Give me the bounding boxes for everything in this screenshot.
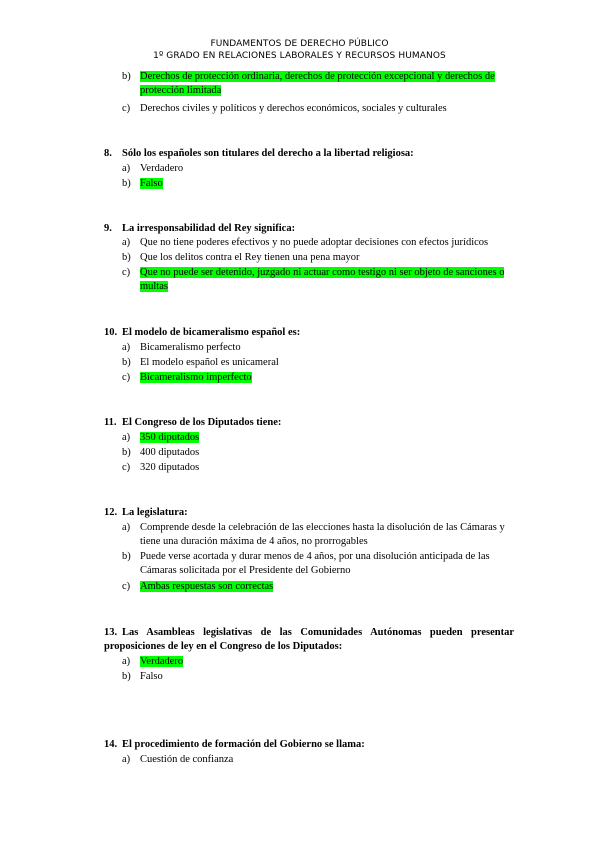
question-number: 12. (104, 507, 118, 518)
option-text: El modelo español es unicameral (140, 357, 279, 368)
option-letter: b) (122, 357, 131, 368)
list-item (122, 371, 514, 385)
question-number: 13. (104, 627, 118, 638)
option-letter: c) (122, 267, 131, 278)
option-letter: a) (122, 342, 131, 353)
list-item (122, 446, 514, 460)
degree-title: 1º GRADO EN RELACIONES LABORALES Y RECURSOS HUMANOS (153, 51, 446, 61)
list-item (122, 356, 514, 370)
list-item (122, 753, 514, 767)
question-12 (104, 506, 514, 520)
option-text: Falso (140, 671, 163, 682)
question-number: 11. (104, 417, 117, 428)
question-number: 8. (104, 148, 112, 159)
list-item (122, 655, 514, 669)
question-13 (104, 626, 514, 654)
option-text: 400 diputados (140, 447, 200, 458)
question-9 (104, 222, 514, 236)
option-letter: c) (122, 372, 131, 383)
question-8 (104, 147, 514, 161)
question-text: Las Asambleas legislativas de las Comunidades Autónomas pueden presentar proposiciones de ley en el Congreso de los Diputados: (104, 627, 514, 652)
option-letter: b) (122, 551, 131, 562)
option-letter: a) (122, 237, 131, 248)
question-text: La legislatura: (122, 507, 188, 518)
list-item (122, 461, 514, 475)
question-number: 14. (104, 739, 118, 750)
course-title: FUNDAMENTOS DE DERECHO PÚBLICO (210, 39, 389, 49)
option-letter: b) (122, 252, 131, 263)
option-text: 320 diputados (140, 462, 200, 473)
question-text: Sólo los españoles son titulares del derecho a la libertad religiosa: (122, 148, 414, 159)
question-number: 10. (104, 327, 118, 338)
option-letter: a) (122, 656, 131, 667)
option-text: Que los delitos contra el Rey tienen una pena mayor (140, 252, 360, 263)
option-text: Derechos de protección ordinaria, derechos de protección excepcional y derechos de protección limitada (140, 71, 495, 96)
option-letter: b) (122, 447, 131, 458)
list-item (122, 251, 514, 265)
option-text: Que no tiene poderes efectivos y no puede adoptar decisiones con efectos jurídicos (140, 237, 489, 248)
option-text: Verdadero (140, 163, 184, 174)
question-number: 9. (104, 223, 112, 234)
question-10 (104, 326, 514, 340)
list-item (122, 550, 514, 578)
list-item (122, 341, 514, 355)
question-14 (104, 738, 514, 752)
option-text: Bicameralismo imperfecto (140, 372, 252, 383)
question-text: El procedimiento de formación del Gobierno se llama: (122, 739, 365, 750)
option-letter: a) (122, 522, 131, 533)
option-letter: c) (122, 103, 131, 114)
list-item (122, 670, 514, 684)
list-item (122, 580, 514, 594)
option-letter: b) (122, 71, 131, 82)
option-letter: a) (122, 163, 131, 174)
option-letter: b) (122, 178, 131, 189)
option-text: Puede verse acortada y durar menos de 4 años, por una disolución anticipada de las Cámaras solicitada por el Presidente del Gobierno (140, 551, 490, 576)
option-text: Verdadero (140, 656, 184, 667)
question-text: La irresponsabilidad del Rey significa: (122, 223, 296, 234)
option-text: Bicameralismo perfecto (140, 342, 241, 353)
option-text: Que no puede ser detenido, juzgado ni actuar como testigo ni ser objeto de sanciones o multas (140, 267, 505, 292)
option-letter: a) (122, 754, 131, 765)
list-item (122, 177, 514, 191)
list-item (122, 521, 514, 549)
option-text: Ambas respuestas son correctas (140, 581, 274, 592)
option-text: Derechos civiles y políticos y derechos económicos, sociales y culturales (140, 103, 447, 114)
question-11 (104, 416, 514, 430)
list-item (122, 431, 514, 445)
list-item (122, 162, 514, 176)
option-letter: c) (122, 581, 131, 592)
question-text: El Congreso de los Diputados tiene: (122, 417, 282, 428)
list-item (122, 70, 514, 98)
option-text: Falso (140, 178, 163, 189)
question-text: El modelo de bicameralismo español es: (122, 327, 301, 338)
option-letter: a) (122, 432, 131, 443)
page-header (0, 38, 599, 62)
option-text: Comprende desde la celebración de las elecciones hasta la disolución de las Cámaras y tiene una duración máxima de 4 años, no prorrogables (140, 522, 505, 547)
list-item (122, 236, 514, 250)
option-letter: c) (122, 462, 131, 473)
option-letter: b) (122, 671, 131, 682)
list-item (122, 266, 514, 294)
option-text: 350 diputados (140, 432, 200, 443)
option-text: Cuestión de confianza (140, 754, 234, 765)
list-item (122, 102, 514, 116)
